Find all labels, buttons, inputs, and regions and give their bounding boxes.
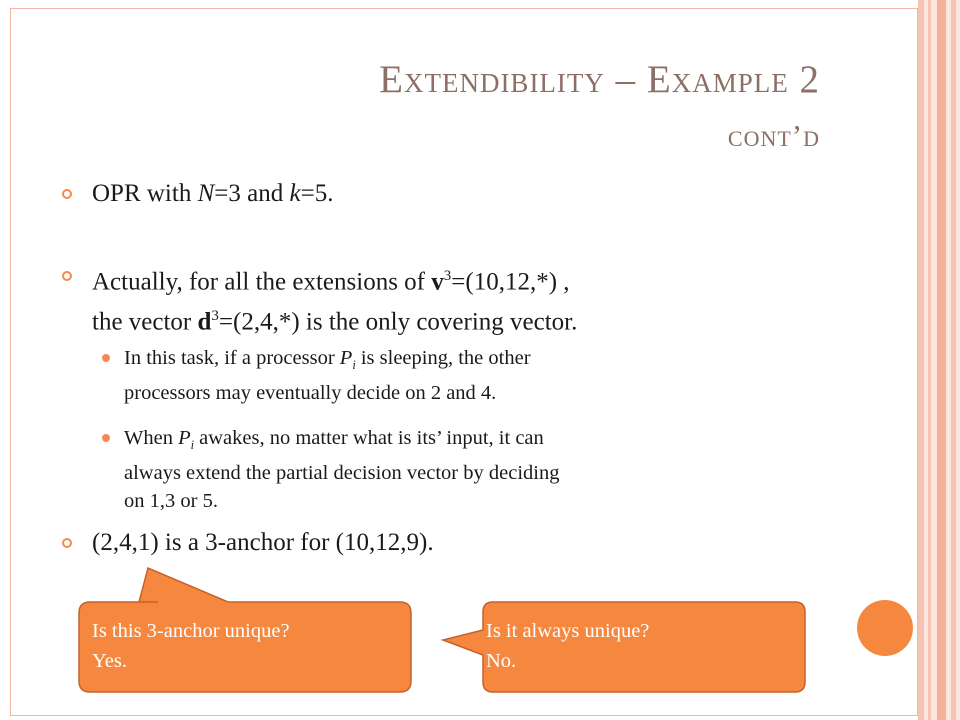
callout-unique-text: Is this 3-anchor unique? Yes. xyxy=(92,620,290,672)
bullet-text: (2,4,1) is a 3-anchor for (10,12,9). xyxy=(92,529,434,556)
bullet-dot-icon xyxy=(102,354,110,362)
callout-always-unique-text: Is it always unique? No. xyxy=(486,620,650,672)
bullet-ring-icon xyxy=(62,189,72,199)
sub-bullet-text: When $P_i$ awakes, no matter what is its’ input, it can always extend the partial decision vector by deciding on 1,3 or 5. xyxy=(124,427,560,513)
bullet-ring-icon xyxy=(62,271,72,281)
decorative-circle xyxy=(857,600,913,656)
title-line-1: Extendibility – Example 2 xyxy=(379,58,820,101)
title-line-2: cont’d xyxy=(727,118,820,153)
bullet-text: Actually, for all the extensions of $v^3=(10,12,*)$ , the vector $d^3=(2,4,*)$ is the only covering vector. xyxy=(92,268,578,336)
decorative-stripes xyxy=(918,0,960,720)
slide-title xyxy=(379,52,820,164)
bullet-dot-icon xyxy=(102,434,110,442)
bullet-text: OPR with N=3 and k=5. xyxy=(92,180,334,207)
sub-bullet-text: In this task, if a processor $P_i$ is sleeping, the other processors may eventually decide on 2 and 4. xyxy=(124,347,531,405)
bullet-ring-icon xyxy=(62,538,72,548)
